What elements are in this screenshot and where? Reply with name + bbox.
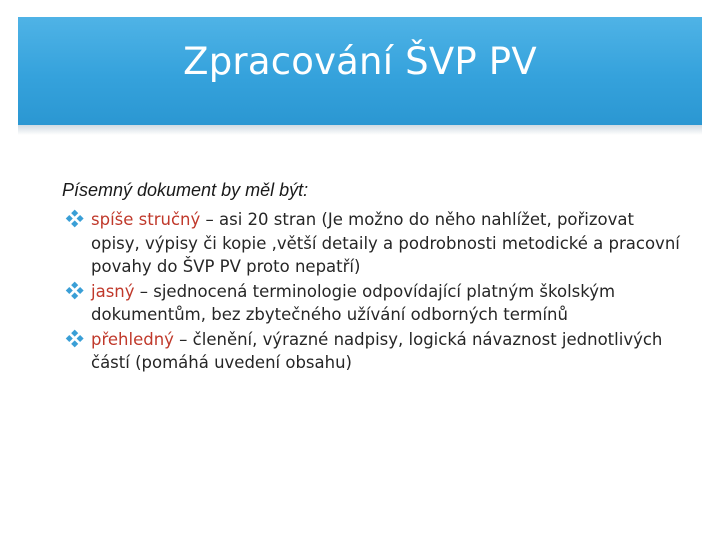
diamond-bullet-icon [65, 209, 85, 229]
bullet-term: spíše stručný [91, 210, 201, 229]
diamond-bullet-icon [65, 329, 85, 349]
bullet-term: přehledný [91, 329, 174, 349]
title-band [18, 17, 702, 125]
title-band-shadow [18, 125, 702, 135]
intro-text: Písemný dokument by měl být: [62, 180, 309, 200]
bullet-item [65, 328, 685, 375]
bullet-item [65, 280, 685, 327]
bullet-text: – sjednocená terminologie odpovídající platným školským dokumentům, bez zbytečného užívání odborných termínů [91, 281, 616, 324]
slide-title: Zpracování ŠVP PV [183, 39, 537, 83]
bullet-text: – členění, výrazné nadpisy, logická návaznost jednotlivých částí (pomáhá uvedení obsahu) [91, 329, 663, 372]
bullet-item [65, 208, 685, 279]
bullet-term: jasný [91, 281, 135, 301]
diamond-bullet-icon [65, 281, 85, 301]
bullet-text: – asi 20 stran (Je možno do něho nahlížet, pořizovat opisy, výpisy či kopie ,větší detaily a podrobnosti metodické a pracovní povahy do ŠVP PV proto nepatří) [91, 210, 680, 276]
bullet-list [65, 208, 685, 376]
